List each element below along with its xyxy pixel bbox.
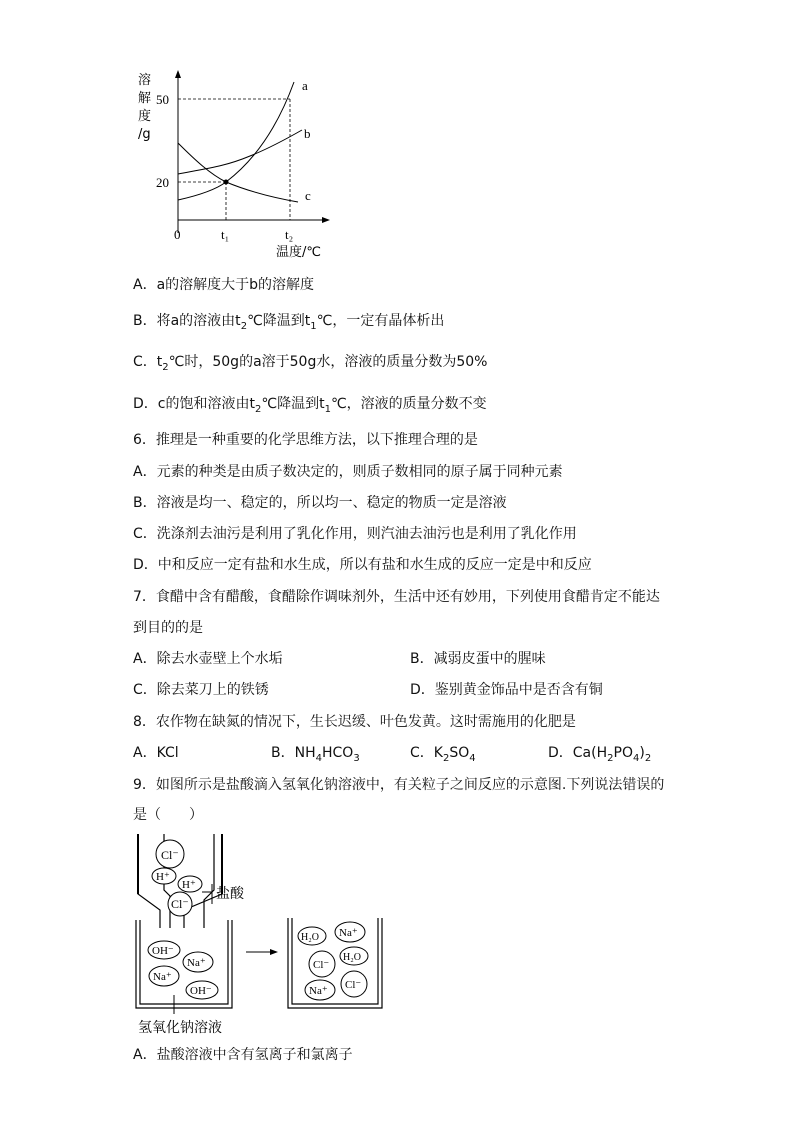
q5-b-mid: ℃降温到t — [247, 313, 311, 329]
q8-d-mid: PO — [613, 745, 633, 761]
ion-cl-tube-2-label: Cl⁻ — [171, 897, 189, 911]
q8-option-c — [410, 744, 476, 768]
q8-d-sub2: 4 — [632, 752, 640, 764]
q8-b-sub2: 3 — [353, 752, 360, 764]
curve-b — [178, 130, 302, 174]
curve-label-c: c — [305, 188, 311, 203]
q5-b-sub2: 2 — [240, 320, 248, 332]
q9-option-a: A．盐酸溶液中含有氢离子和氯离子 — [133, 1047, 353, 1063]
solubility-chart — [130, 68, 330, 258]
q5-d-mid: ℃降温到t — [261, 396, 325, 412]
q9-stem-line1: 9．如图所示是盐酸滴入氢氧化钠溶液中，有关粒子之间反应的示意图.下列说法错误的 — [133, 777, 665, 793]
ion-h2o-b2-1-label: H₂O — [301, 932, 319, 943]
q5-d-sub1: 1 — [324, 403, 331, 415]
ion-h-tube-1-label: H⁺ — [156, 871, 170, 883]
q8-d-end: ) — [639, 745, 645, 761]
y-axis-arrow — [175, 70, 181, 78]
q8-c-sub1: 2 — [442, 752, 450, 764]
ylabel-char-2: 解 — [138, 91, 152, 106]
reaction-diagram — [130, 830, 390, 1035]
q7-stem-line2: 到目的的是 — [133, 620, 203, 636]
q5-b-sub1: 1 — [310, 320, 317, 332]
ion-oh-b1-2-label: OH⁻ — [190, 985, 212, 997]
q5-option-b — [133, 312, 444, 336]
ylabel-char-3: 度 — [138, 109, 152, 124]
ylabel-char-1: 溶 — [138, 73, 152, 88]
q7-option-a: A．除去水壶壁上个水垢 — [133, 651, 283, 667]
q9-stem-line2: 是（ ） — [133, 807, 203, 823]
ion-cl-tube-1-label: Cl⁻ — [161, 848, 179, 862]
label-hydrochloric-acid: 盐酸 — [216, 886, 244, 902]
ion-oh-b1-1-label: OH⁻ — [152, 945, 174, 957]
q5-option-d — [133, 395, 487, 419]
q5-b-post: ℃，一定有晶体析出 — [316, 313, 445, 329]
q8-d-pre: D．Ca(H — [548, 745, 608, 761]
q5-option-a: A．a的溶解度大于b的溶解度 — [133, 277, 315, 293]
q6-option-c: C．洗涤剂去油污是利用了乳化作用，则汽油去油污也是利用了乳化作用 — [133, 526, 577, 542]
q8-d-sub1: 2 — [607, 752, 614, 764]
ion-na-b1-1-label: Na⁺ — [187, 957, 206, 969]
q5-option-c — [133, 353, 487, 377]
q8-d-sub3: 2 — [644, 752, 652, 764]
q8-c-sub2: 4 — [469, 752, 476, 764]
ylabel-char-4: /g — [138, 127, 151, 142]
ion-na-b2-1-label: Na⁺ — [339, 927, 358, 939]
ytick-20: 20 — [156, 175, 169, 190]
xtick-t2: t₂ — [285, 227, 294, 242]
ion-h2o-b2-2-label: H₂O — [343, 952, 361, 963]
intersection-point — [224, 180, 229, 185]
q6-stem: 6．推理是一种重要的化学思维方法，以下推理合理的是 — [133, 432, 478, 448]
q8-stem: 8．农作物在缺氮的情况下，生长迟缓、叶色发黄。这时需施用的化肥是 — [133, 714, 576, 730]
q8-option-b — [271, 744, 360, 768]
q7-option-d: D．鉴别黄金饰品中是否含有铜 — [410, 682, 603, 698]
q7-stem-line1: 7．食醋中含有醋酸，食醋除作调味剂外，生活中还有妙用，下列使用食醋肯定不能达 — [133, 589, 660, 605]
curve-label-b: b — [304, 126, 311, 141]
ion-na-b2-2-label: Na⁺ — [309, 985, 328, 997]
q6-option-b: B．溶液是均一、稳定的，所以均一、稳定的物质一定是溶液 — [133, 495, 507, 511]
q7-option-c: C．除去菜刀上的铁锈 — [133, 682, 269, 698]
q5-c-pre: C．t — [133, 354, 163, 370]
origin-label: 0 — [174, 227, 181, 242]
q5-c-post: ℃时，50g的a溶于50g水，溶液的质量分数为50% — [168, 354, 488, 370]
curve-label-a: a — [302, 78, 308, 93]
ion-cl-b2-1-label: Cl⁻ — [313, 959, 330, 971]
q5-d-sub2: 2 — [254, 403, 262, 415]
q5-d-pre: D．c的饱和溶液由t — [133, 396, 255, 412]
q8-b-mid: HCO — [321, 745, 354, 761]
q7-option-b: B．减弱皮蛋中的腥味 — [410, 651, 546, 667]
q6-option-a: A．元素的种类是由质子数决定的，则质子数相同的原子属于同种元素 — [133, 464, 563, 480]
ion-h-tube-2-label: H⁺ — [182, 879, 196, 891]
q6-option-d: D．中和反应一定有盐和水生成，所以有盐和水生成的反应一定是中和反应 — [133, 557, 592, 573]
q5-d-post: ℃，溶液的质量分数不变 — [330, 396, 487, 412]
xlabel: 温度/℃ — [276, 245, 321, 258]
q8-c-mid: SO — [449, 745, 470, 761]
q8-b-pre: B．NH — [271, 745, 316, 761]
ytick-50: 50 — [156, 92, 169, 107]
label-sodium-hydroxide: 氢氧化钠溶液 — [138, 1020, 222, 1035]
q8-option-d — [548, 744, 651, 768]
xtick-t1: t₁ — [221, 227, 230, 242]
q5-c-sub2: 2 — [162, 361, 169, 373]
q8-option-a: A．KCl — [133, 745, 179, 761]
ion-cl-b2-2-label: Cl⁻ — [345, 979, 362, 991]
q8-c-pre: C．K — [410, 745, 443, 761]
x-axis-arrow — [322, 217, 330, 223]
q8-b-sub1: 4 — [315, 752, 322, 764]
ion-na-b1-2-label: Na⁺ — [153, 971, 172, 983]
q5-b-pre: B．将a的溶液由t — [133, 313, 241, 329]
reaction-arrowhead — [270, 949, 278, 955]
